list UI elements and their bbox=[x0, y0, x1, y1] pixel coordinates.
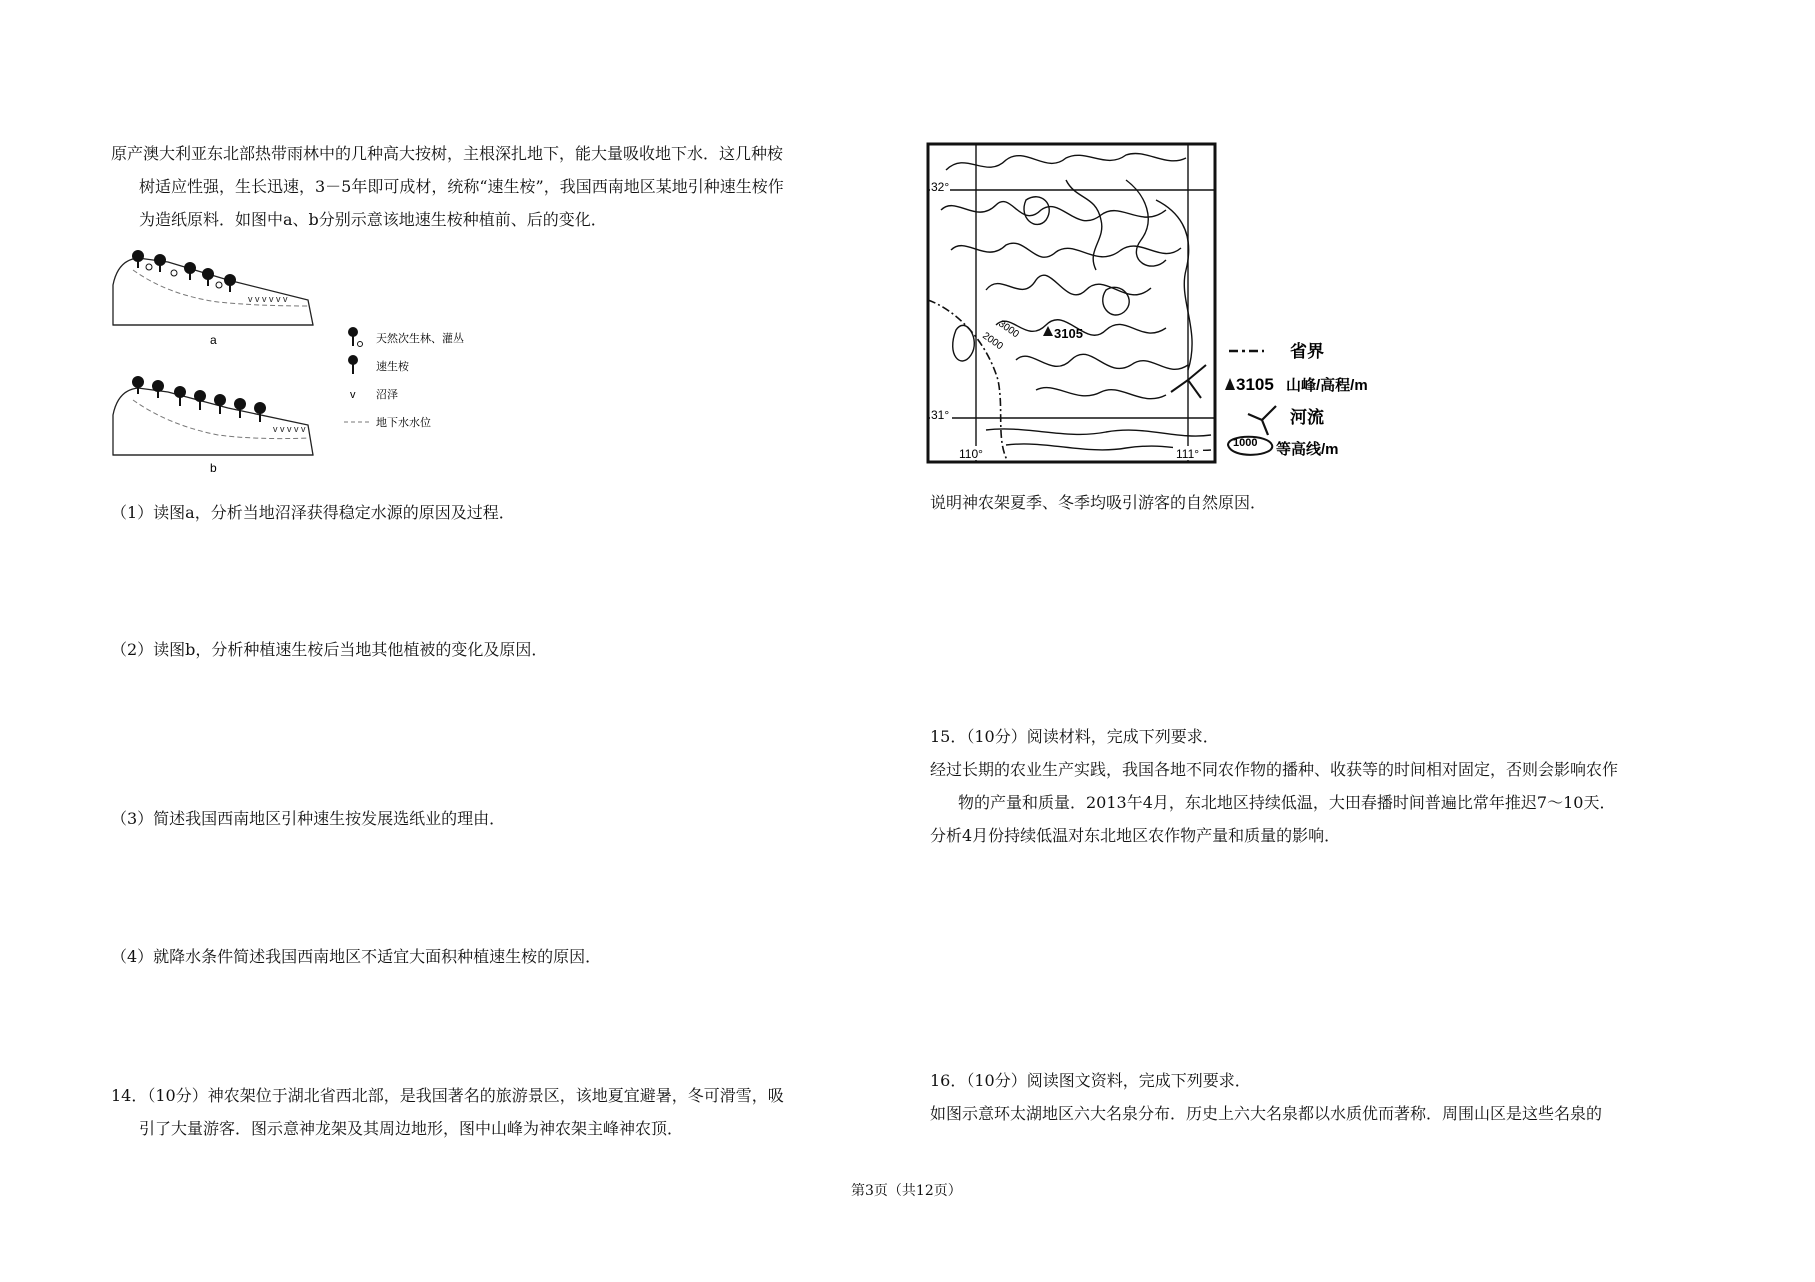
map-lat-top: 32° bbox=[931, 180, 950, 194]
question-16-line: 如图示意环太湖地区六大名泉分布．历史上六大名泉都以水质优而著称．周围山区是这些名泉的 bbox=[930, 1104, 1603, 1123]
peak-legend-icon bbox=[1225, 378, 1235, 390]
map-frame bbox=[928, 144, 1215, 462]
legend-groundwater: 地下水水位 bbox=[376, 417, 431, 429]
eucalyptus-figure bbox=[108, 240, 468, 480]
legend-river: 河流 bbox=[1290, 408, 1324, 427]
figure-label-b: b bbox=[210, 461, 217, 475]
natural-forest-icon bbox=[348, 327, 363, 347]
map-contour-2000: 2000 bbox=[980, 330, 1005, 353]
legend-marsh: 沼泽 bbox=[376, 389, 398, 401]
question-14-line: 引了大量游客．图示意神龙架及其周边地形，图中山峰为神农架主峰神农顶． bbox=[139, 1119, 684, 1138]
page-footer: 第3页（共12页） bbox=[851, 1183, 962, 1199]
intro-paragraph bbox=[111, 137, 784, 236]
svg-text:v v v v v: v v v v v bbox=[273, 424, 306, 434]
shennongjia-map bbox=[926, 140, 1406, 470]
figure-panel-a bbox=[113, 250, 313, 325]
intro-line: 树适应性强，生长迅速，3－5年即可成材，统称“速生桉”，我国西南地区某地引种速生桉作 bbox=[139, 177, 784, 196]
question-15-line: 物的产量和质量．2013午4月，东北地区持续低温，大田春播时间普遍比常年推迟7～10天． bbox=[958, 793, 1616, 812]
legend-contour-value: 1000 bbox=[1233, 437, 1258, 449]
map-lon-left: 110° bbox=[959, 447, 983, 461]
marsh-symbol: v bbox=[350, 389, 356, 401]
question-14 bbox=[111, 1079, 784, 1145]
question-14-line: 14．（10分）神农架位于湖北省西北部，是我国著名的旅游景区，该地夏宜避暑，冬可滑雪，吸 bbox=[111, 1086, 784, 1105]
legend-eucalyptus: 速生桉 bbox=[376, 361, 409, 373]
legend-peak-value: 3105 bbox=[1236, 375, 1274, 394]
intro-line: 为造纸原料．如图中a、b分别示意该地速生桉种植前、后的变化． bbox=[139, 210, 607, 229]
figure-panel-b bbox=[113, 376, 313, 455]
legend-boundary: 省界 bbox=[1290, 342, 1324, 361]
map-peak-elevation: 3105 bbox=[1054, 326, 1083, 341]
question-15-line: 分析4月份持续低温对东北地区农作物产量和质量的影响． bbox=[930, 826, 1341, 845]
question-15-line: 经过长期的农业生产实践，我国各地不同农作物的播种、收获等的时间相对固定，否则会影响农作 bbox=[930, 760, 1619, 779]
intro-line: 原产澳大利亚东北部热带雨林中的几种高大按树，主根深扎地下，能大量吸收地下水．这几种桉 bbox=[111, 144, 784, 163]
river-legend-icon bbox=[1248, 406, 1276, 435]
figure-legend bbox=[344, 327, 464, 429]
question-16-head: 16．（10分）阅读图文资料，完成下列要求． bbox=[930, 1071, 1251, 1090]
question-13-3: （3）简述我国西南地区引种速生按发展选纸业的理由． bbox=[111, 809, 506, 828]
question-15-head: 15．（10分）阅读材料，完成下列要求． bbox=[930, 727, 1219, 746]
figure-label-a: a bbox=[210, 333, 217, 347]
question-15 bbox=[930, 720, 1618, 852]
legend-natural-forest: 天然次生林、灌丛 bbox=[376, 333, 464, 345]
question-14-prompt: 说明神农架夏季、冬季均吸引游客的自然原因． bbox=[930, 493, 1267, 512]
svg-text:v v v v v v: v v v v v v bbox=[248, 294, 288, 304]
question-16 bbox=[930, 1064, 1602, 1130]
map-lon-right: 111° bbox=[1176, 447, 1200, 461]
map-lat-bottom: 31° bbox=[931, 408, 950, 422]
map-contour-3000: 3000 bbox=[996, 318, 1021, 341]
legend-peak-label: 山峰/高程/m bbox=[1286, 377, 1368, 394]
legend-contour-label: 等高线/m bbox=[1276, 441, 1339, 458]
question-13-4: （4）就降水条件简述我国西南地区不适宜大面积种植速生桉的原因． bbox=[111, 947, 602, 966]
map-legend bbox=[1225, 341, 1368, 458]
question-13-2: （2）读图b，分析种植速生桉后当地其他植被的变化及原因． bbox=[111, 640, 548, 659]
eucalyptus-icon bbox=[348, 355, 358, 374]
question-13-1: （1）读图a，分析当地沼泽获得稳定水源的原因及过程． bbox=[111, 503, 515, 522]
